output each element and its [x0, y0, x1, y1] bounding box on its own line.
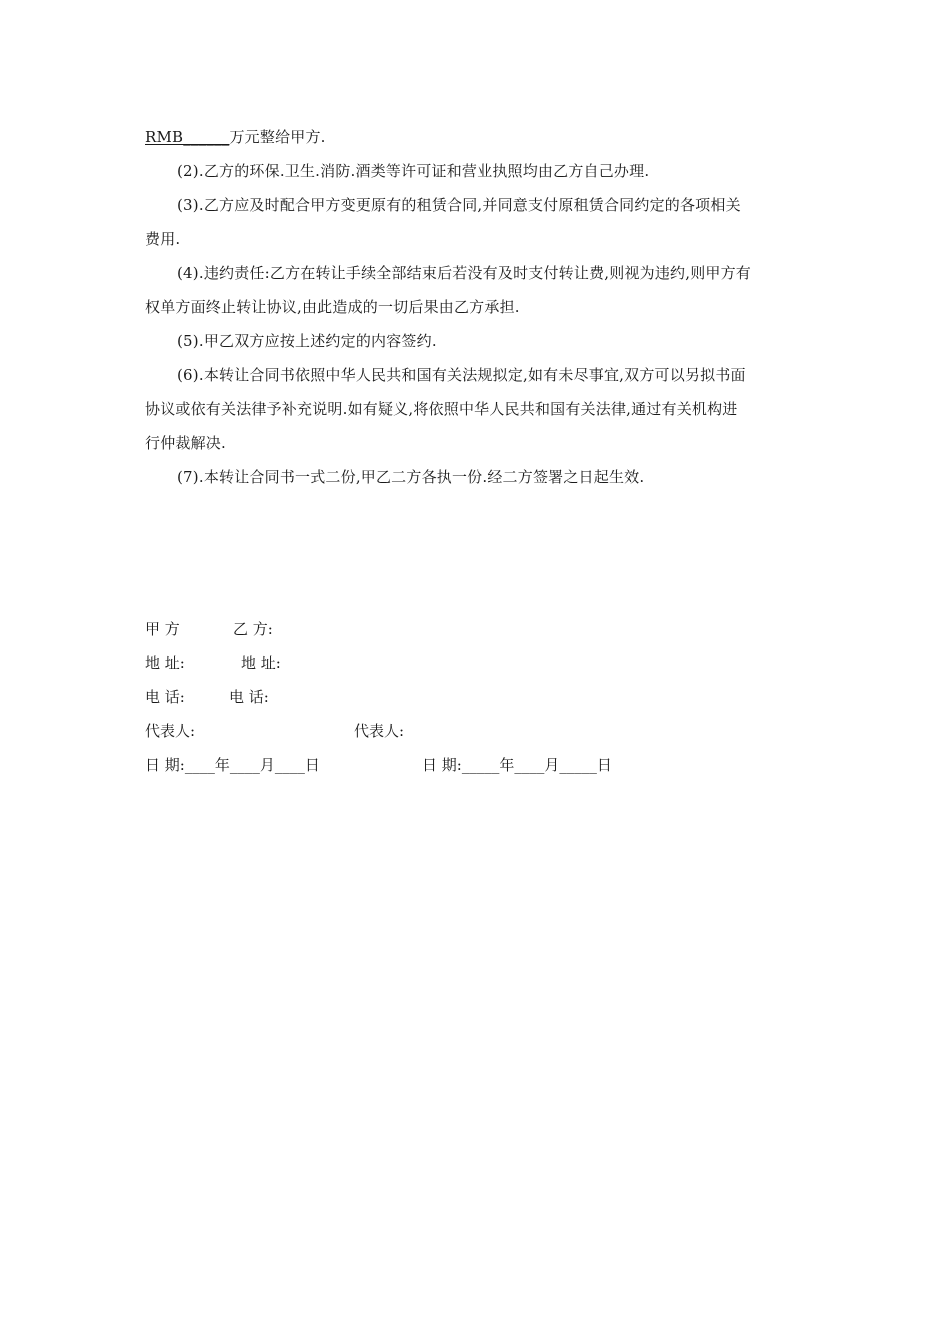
party-b-label: 乙 方:: [233, 620, 273, 638]
clause-6-line-2: 协议或依有关法律予补充说明.如有疑义,将依照中华人民共和国有关法律,通过有关机构进: [145, 400, 738, 418]
clause-7: (7).本转让合同书一式二份,甲乙二方各执一份.经二方签署之日起生效.: [177, 468, 645, 486]
clause-6-line-1: (6).本转让合同书依照中华人民共和国有关法规拟定,如有未尽事宜,双方可以另拟书面: [177, 366, 746, 384]
phone-row: [145, 686, 810, 720]
phone-b-label: 电 话:: [229, 688, 269, 706]
clause-3-line-2: 费用.: [145, 230, 181, 248]
date-b-field: 日 期:_____年____月_____日: [422, 756, 612, 774]
address-row: [145, 652, 810, 686]
paragraph-1-line-1: [145, 126, 810, 160]
address-a-label: 地 址:: [145, 654, 185, 672]
clause-2: (2).乙方的环保.卫生.消防.酒类等许可证和营业执照均由乙方自己办理.: [177, 162, 650, 180]
address-b-label: 地 址:: [241, 654, 281, 672]
phone-a-label: 电 话:: [145, 688, 185, 706]
rmb-amount-blank: RMB______: [145, 128, 230, 146]
signature-block: [145, 618, 810, 788]
party-row: [145, 618, 810, 652]
clause-6-line-3: 行仲裁解决.: [145, 434, 226, 452]
date-a-field: 日 期:____年____月____日: [145, 756, 320, 774]
rep-b-label: 代表人:: [354, 722, 405, 740]
party-a-label: 甲 方: [145, 620, 180, 638]
clause-3-line-1: (3).乙方应及时配合甲方变更原有的租赁合同,并同意支付原租赁合同约定的各项相关: [177, 196, 741, 214]
date-row: [145, 754, 810, 788]
contract-body: [145, 126, 810, 500]
representative-row: [145, 720, 810, 754]
clause-4-line-1: (4).违约责任:乙方在转让手续全部结束后若没有及时支付转让费,则视为违约,则甲方有: [177, 264, 752, 282]
clause-4-line-2: 权单方面终止转让协议,由此造成的一切后果由乙方承担.: [145, 298, 520, 316]
rmb-suffix: 万元整给甲方.: [229, 128, 326, 146]
rep-a-label: 代表人:: [145, 722, 196, 740]
clause-5: (5).甲乙双方应按上述约定的内容签约.: [177, 332, 437, 350]
